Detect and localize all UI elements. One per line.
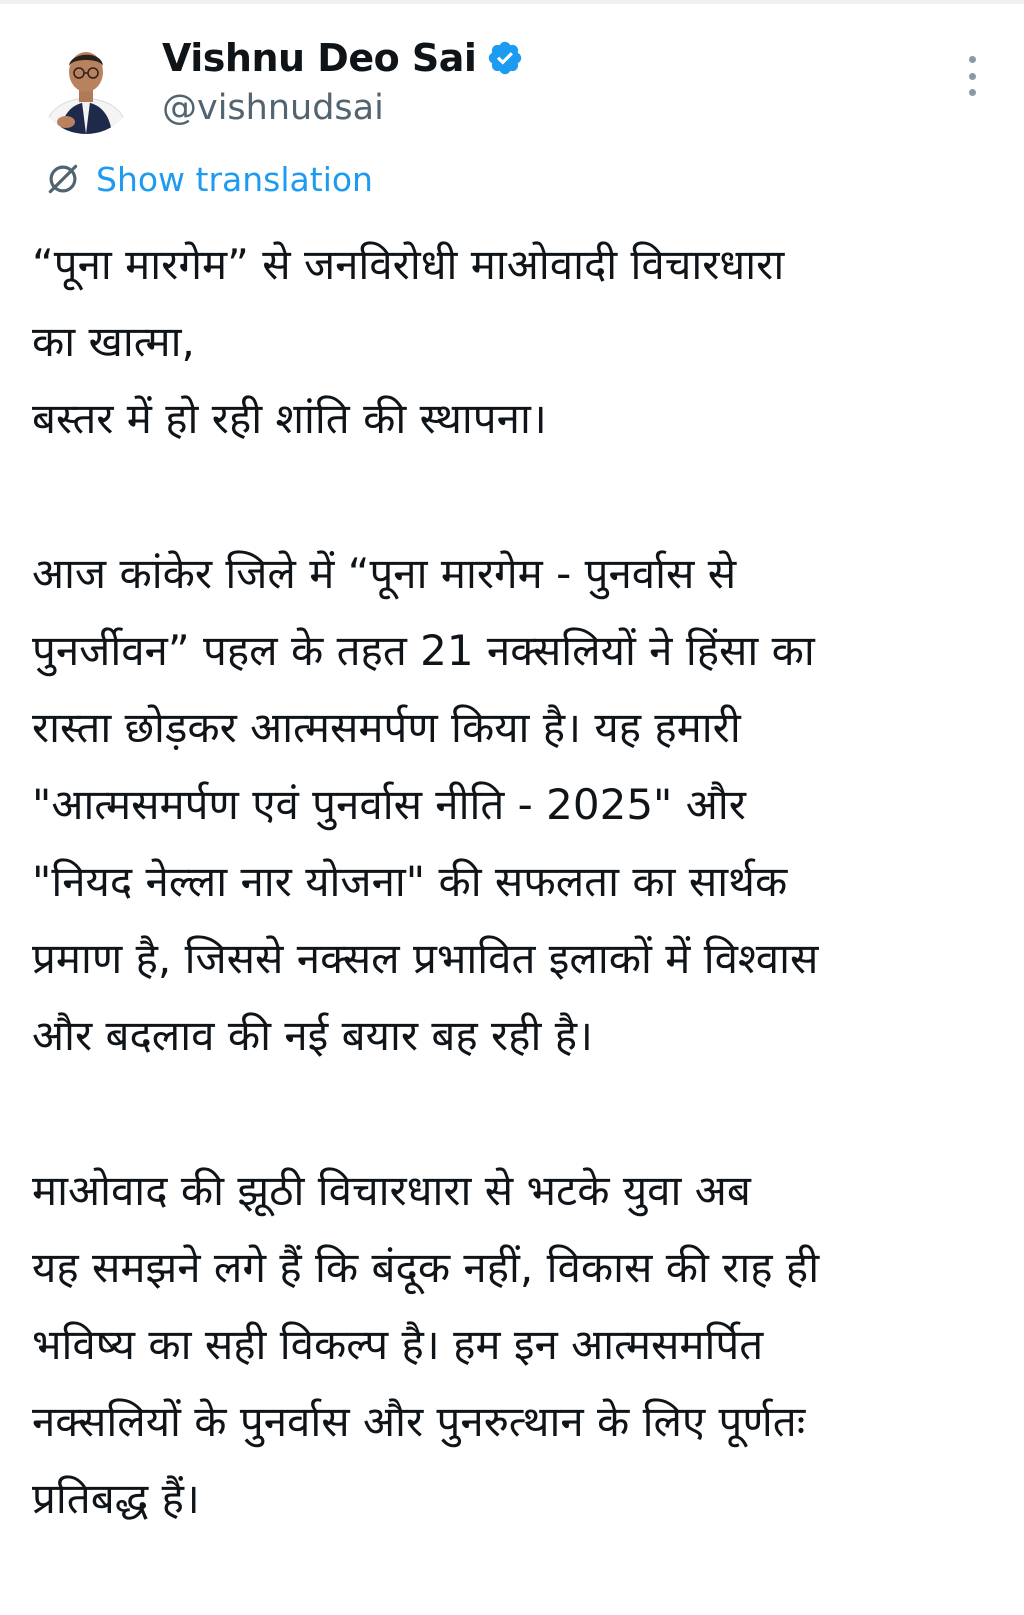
avatar[interactable] [36,34,136,134]
author-info [162,34,524,128]
tweet-line: और बदलाव की नई बयार बह रही है। [32,1011,593,1060]
tweet-line: नक्सलियों के पुनर्वास और पुनरुत्थान के लिए पूर्णतः [32,1397,806,1446]
tweet-line: “पूना मारगेम” से जनविरोधी माओवादी विचारधारा [32,240,785,289]
tweet-line: भविष्य का सही विकल्प है। हम इन आत्मसमर्पित [32,1320,764,1369]
tweet-line: बस्तर में हो रही शांति की स्थापना। [32,394,547,443]
user-handle[interactable]: @vishnudsai [162,88,384,128]
display-name[interactable]: Vishnu Deo Sai [162,36,477,80]
tweet-paragraph-3 [32,1152,992,1537]
show-translation-button[interactable] [44,156,373,202]
tweet-paragraph-2 [32,535,992,1074]
tweet-line: माओवाद की झूठी विचारधारा से भटके युवा अब [32,1166,751,1215]
more-vertical-icon-dot [969,89,976,96]
tweet-line: यह समझने लगे हैं कि बंदूक नहीं, विकास की राह ही [32,1243,820,1292]
tweet-line: रास्ता छोड़कर आत्मसमर्पण किया है। यह हमारी [32,703,741,752]
verified-badge-icon[interactable] [486,39,524,77]
more-vertical-icon [969,56,976,63]
top-divider [0,0,1024,4]
tweet-line: प्रमाण है, जिससे नक्सल प्रभावित इलाकों में विश्वास [32,934,819,983]
display-name-row [162,34,524,82]
show-translation-label: Show translation [96,159,373,199]
tweet-line: "आत्मसमर्पण एवं पुनर्वास नीति - 2025" और [32,780,746,829]
more-options-button[interactable] [960,56,984,96]
tweet-line: का खात्मा, [32,317,195,366]
tweet-line: "नियद नेल्ला नार योजना" की सफलता का सार्थक [32,857,788,906]
tweet-line: आज कांकेर जिले में “पूना मारगेम - पुनर्वास से [32,549,737,598]
more-vertical-icon-dot [969,73,976,80]
translate-icon [44,160,82,198]
avatar-image [36,34,136,134]
tweet-line: पुनर्जीवन” पहल के तहत 21 नक्सलियों ने हिंसा का [32,626,815,675]
tweet-header [36,34,996,144]
tweet-paragraph-1 [32,226,992,457]
tweet-text [32,226,992,1615]
tweet-line: प्रतिबद्ध हैं। [32,1474,200,1523]
